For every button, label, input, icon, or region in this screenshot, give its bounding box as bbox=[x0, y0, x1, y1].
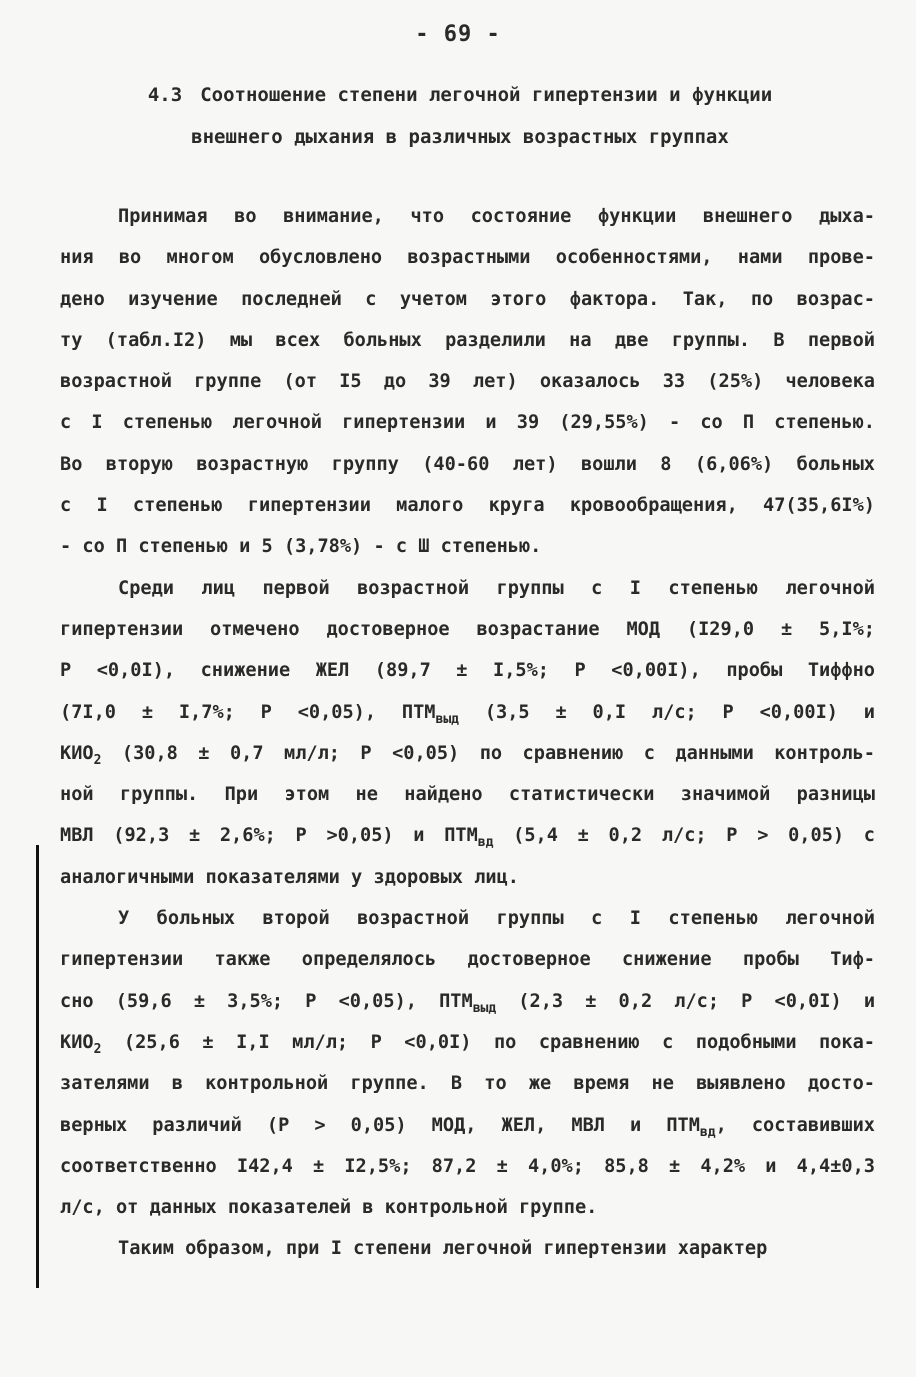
text-line: Таким образом, при I степени легочной гипертензии характер bbox=[118, 1238, 768, 1260]
text-line: аналогичными показателями у здоровых лиц. bbox=[60, 866, 519, 888]
text-run: (25,6 ± I,I мл/л; P <0,0I) по сравнению с подобными пока- bbox=[101, 1031, 875, 1053]
text-run: сно (59,6 ± 3,5%; P <0,05), ПТМ bbox=[60, 990, 473, 1012]
section-number: 4.3 bbox=[147, 84, 183, 106]
text-line bbox=[60, 1022, 875, 1063]
heading-line-2: внешнего дыхания в различных возрастных группах bbox=[191, 126, 729, 148]
subscript: 2 bbox=[93, 1041, 102, 1057]
text-line bbox=[60, 815, 875, 856]
subscript: вд bbox=[699, 1124, 716, 1140]
subscript: 2 bbox=[93, 752, 102, 768]
text-line: ной группы. При этом не найдено статистически значимой разницы bbox=[60, 784, 875, 806]
margin-mark-line bbox=[36, 845, 39, 1288]
text-run: (3,5 ± 0,I л/с; P <0,00I) и bbox=[459, 701, 875, 723]
text-line: возрастной группе (от I5 до 39 лет) оказалось 33 (25%) человека bbox=[60, 371, 875, 393]
text-run: (2,3 ± 0,2 л/с; P <0,0I) и bbox=[496, 990, 876, 1012]
text-line: - со П степенью и 5 (3,78%) - с Ш степенью. bbox=[60, 536, 542, 558]
text-run: КИО bbox=[60, 742, 94, 764]
text-line: ния во многом обусловлено возрастными особенностями, нами прове- bbox=[60, 247, 875, 269]
text-line: У больных второй возрастной группы с I степенью легочной bbox=[118, 908, 875, 930]
text-run: верных различий (P > 0,05) МОД, ЖЕЛ, МВЛ и ПТМ bbox=[60, 1114, 700, 1136]
text-line bbox=[60, 692, 875, 733]
paragraph-1 bbox=[60, 196, 875, 568]
page-number: - 69 - bbox=[415, 22, 501, 47]
subscript: выд bbox=[472, 1000, 497, 1016]
text-line: гипертензии также определялось достоверное снижение пробы Тиф- bbox=[60, 949, 875, 971]
heading-line-1 bbox=[60, 74, 860, 116]
text-run: (30,8 ± 0,7 мл/л; P <0,05) по сравнению с данными контроль- bbox=[101, 742, 875, 764]
text-line: ту (табл.I2) мы всех больных разделили на две группы. В первой bbox=[60, 329, 875, 351]
text-line bbox=[60, 733, 875, 774]
text-line: Во вторую возрастную группу (40-60 лет) вошли 8 (6,06%) больных bbox=[60, 453, 875, 475]
text-line bbox=[60, 981, 875, 1022]
text-line: с I степенью гипертензии малого круга кровообращения, 47(35,6I%) bbox=[60, 495, 875, 517]
subscript: вд bbox=[477, 835, 494, 851]
paragraph-3 bbox=[60, 898, 875, 1228]
body-text bbox=[60, 196, 875, 1270]
text-line: л/с, от данных показателей в контрольной группе. bbox=[60, 1197, 598, 1219]
text-line: гипертензии отмечено достоверное возрастание МОД (I29,0 ± 5,I%; bbox=[60, 618, 875, 640]
text-line: с I степенью легочной гипертензии и 39 (29,55%) - со П степенью. bbox=[60, 412, 875, 434]
text-run: , составивших bbox=[715, 1114, 875, 1136]
text-line: дено изучение последней с учетом этого фактора. Так, по возрас- bbox=[60, 288, 875, 310]
text-line: соответственно I42,4 ± I2,5%; 87,2 ± 4,0%; 85,8 ± 4,2% и 4,4±0,3 bbox=[60, 1155, 875, 1177]
subscript: выд bbox=[435, 711, 459, 727]
section-heading bbox=[60, 74, 860, 158]
text-line bbox=[60, 1105, 875, 1146]
text-run: (7I,0 ± I,7%; P <0,05), ПТМ bbox=[60, 701, 436, 723]
heading-text-1: Соотношение степени легочной гипертензии и функции bbox=[200, 84, 773, 106]
text-run: МВЛ (92,3 ± 2,6%; P >0,05) и ПТМ bbox=[60, 825, 478, 847]
paragraph-2 bbox=[60, 568, 875, 898]
text-run: (5,4 ± 0,2 л/с; P > 0,05) с bbox=[493, 825, 875, 847]
text-line: P <0,0I), снижение ЖЕЛ (89,7 ± I,5%; P <0,00I), пробы Тиффно bbox=[60, 660, 875, 682]
paragraph-4 bbox=[60, 1228, 875, 1269]
text-line: Среди лиц первой возрастной группы с I степенью легочной bbox=[118, 577, 875, 599]
text-run: КИО bbox=[60, 1031, 94, 1053]
text-line: зателями в контрольной группе. В то же время не выявлено досто- bbox=[60, 1073, 875, 1095]
text-line: Принимая во внимание, что состояние функции внешнего дыха- bbox=[118, 206, 875, 227]
